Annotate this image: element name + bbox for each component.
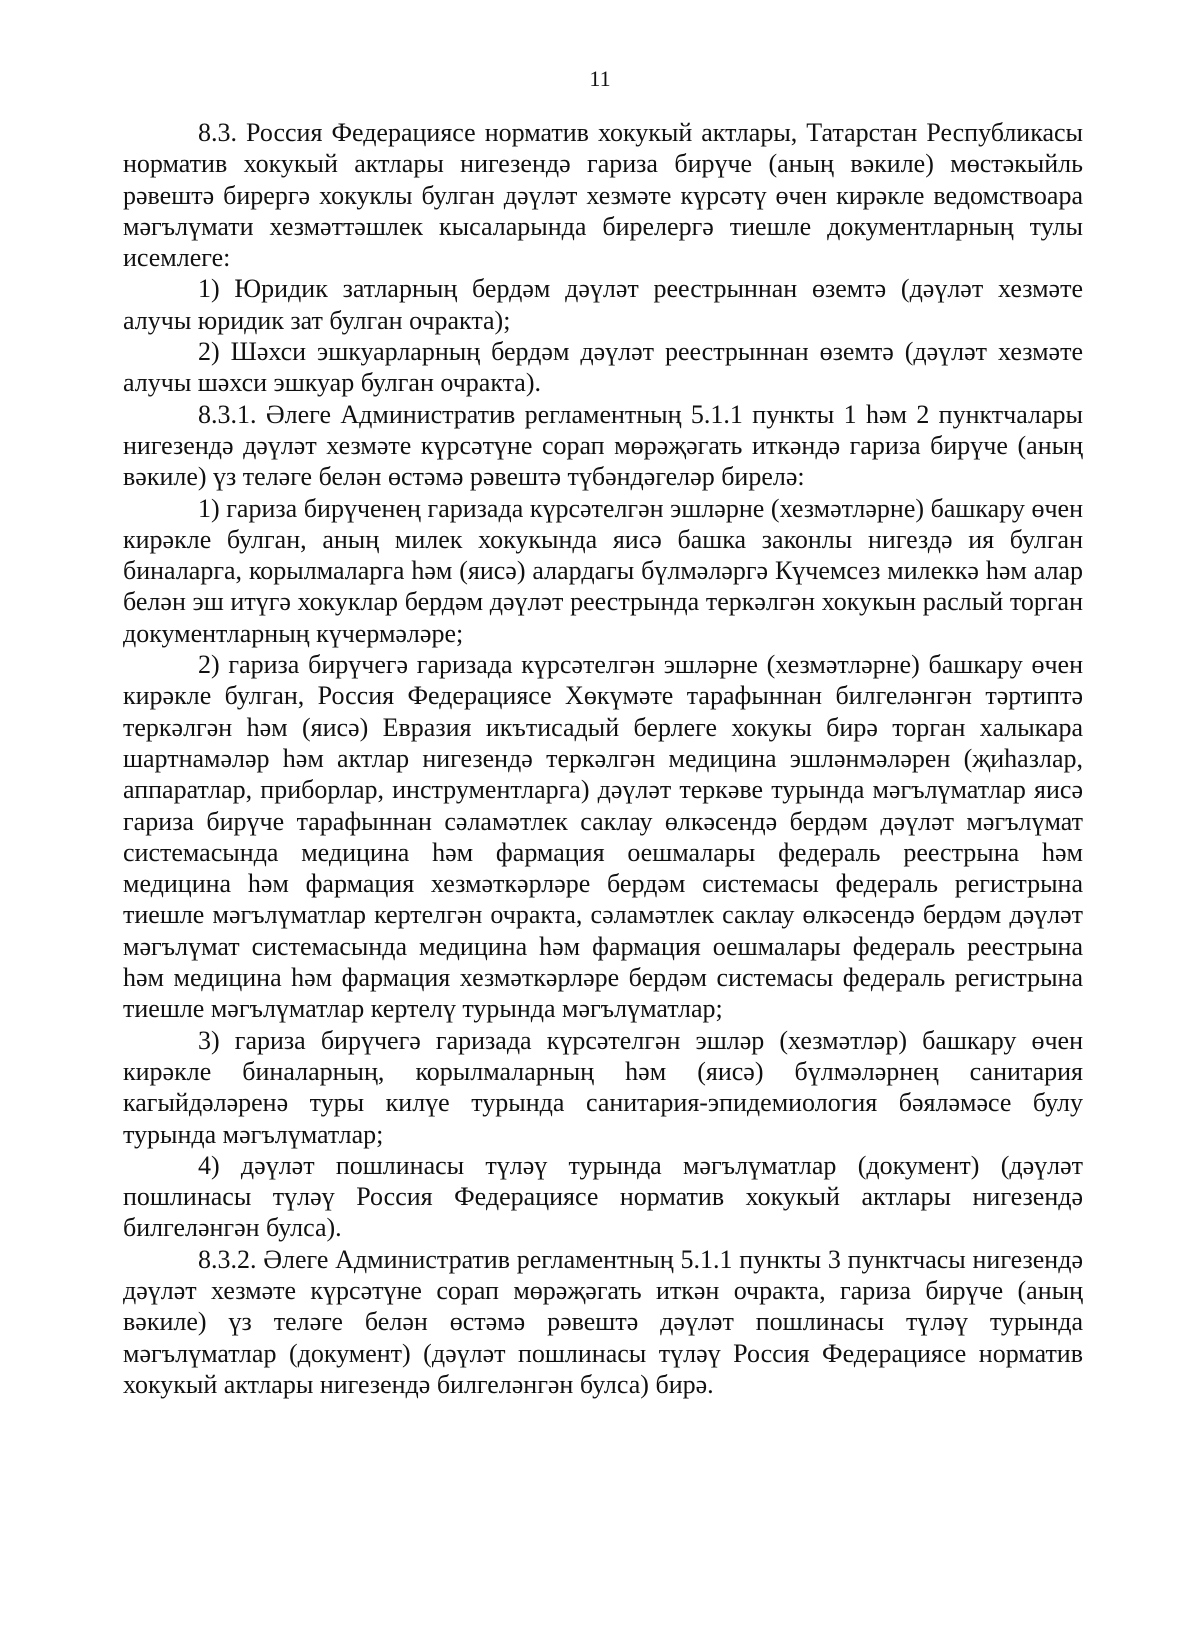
list-item-8-3-1-4: 4) дәүләт пошлинасы түләү турында мәгълүматлар (документ) (дәүләт пошлинасы түләү Россия Федерациясе норматив хокукый актлары нигезендә билгеләнгән булса).: [123, 1150, 1083, 1243]
document-body: [123, 117, 1083, 1400]
page-number: 11: [589, 66, 611, 91]
list-item-8-3-1: 1) Юридик затларның бердәм дәүләт реестрыннан өземтә (дәүләт хезмәте алучы юридик зат булган очракта);: [123, 274, 1083, 335]
paragraph-8-3: 8.3. Россия Федерациясе норматив хокукый актлары, Татарстан Республикасы норматив хокукый актлары нигезендә гариза бирүче (аның вәкиле) мөстәкыйль рәвештә бирергә хокуклы булган дәүләт хезмәте күрсәтү өчен кирәкле ведомствоара мәгълүмати хезмәттәшлек кысаларында бирелергә тиешле документларның тулы исемлеге:: [123, 118, 1083, 273]
paragraph-8-3-2: 8.3.2. Әлеге Административ регламентның 5.1.1 пункты 3 пунктчасы нигезендә дәүләт хезмәте күрсәтүне сорап мөрәҗәгать иткән очракта, гариза бирүче (аның вәкиле) үз теләге белән өстәмә рәвештә дәүләт пошлинасы түләү турында мәгълүматлар (документ) (дәүләт пошлинасы түләү Россия Федерациясе норматив хокукый актлары нигезендә билгеләнгән булса) бирә.: [123, 1244, 1083, 1399]
list-item-8-3-2: 2) Шәхси эшкуарларның бердәм дәүләт реестрыннан өземтә (дәүләт хезмәте алучы шәхси эшкуар булган очракта).: [123, 337, 1083, 398]
list-item-8-3-1-1: 1) гариза бирүченең гаризада күрсәтелгән эшләрне (хезмәтләрне) башкару өчен кирәкле булган, аның милек хокукында яисә башка законлы нигездә ия булган биналарга, корылмаларга һәм (яисә) алардагы бүлмәләргә Күчемсез милеккә һәм алар белән эш итүгә хокуклар бердәм дәүләт реестрында теркәлгән хокукын раслый торган документларның күчермәләре;: [123, 493, 1083, 648]
list-item-8-3-1-3: 3) гариза бирүчегә гаризада күрсәтелгән эшләр (хезмәтләр) башкару өчен кирәкле биналарның, корылмаларның һәм (яисә) бүлмәләрнең санитария кагыйдәләренә туры килүе турында санитария-эпидемиология бәяләмәсе булу турында мәгълүматлар;: [123, 1025, 1083, 1149]
list-item-8-3-1-2: 2) гариза бирүчегә гаризада күрсәтелгән эшләрне (хезмәтләрне) башкару өчен кирәкле булган, Россия Федерациясе Хөкүмәте тарафыннан билгеләнгән тәртиптә теркәлгән һәм (яисә) Евразия икътисадый берлеге хокукы бирә торган халыкара шартнамәләр һәм актлар нигезендә теркәлгән медицина эшләнмәләрен (җиһазлар, аппаратлар, приборлар, инструментларга) дәүләт теркәве турында мәгълүматлар яисә гариза бирүче тарафыннан сәламәтлек саклау өлкәсендә бердәм дәүләт мәгълүмат системасында медицина һәм фармация оешмалары федераль реестрына һәм медицина һәм фармация хезмәткәрләре бердәм системасы федераль регистрына тиешле мәгълүматлар кертелгән очракта, сәламәтлек саклау өлкәсендә бердәм дәүләт мәгълүмат системасында медицина һәм фармация оешмалары федераль реестрына һәм медицина һәм фармация хезмәткәрләре бердәм системасы федераль регистрына тиешле мәгълүматлар кертелү турында мәгълүматлар;: [123, 650, 1083, 1024]
paragraph-8-3-1: 8.3.1. Әлеге Административ регламентның 5.1.1 пункты 1 һәм 2 пунктчалары нигезендә дәүләт хезмәте күрсәтүне сорап мөрәҗәгать иткәндә гариза бирүче (аның вәкиле) үз теләге белән өстәмә рәвештә түбәндәгеләр бирелә:: [123, 399, 1083, 492]
